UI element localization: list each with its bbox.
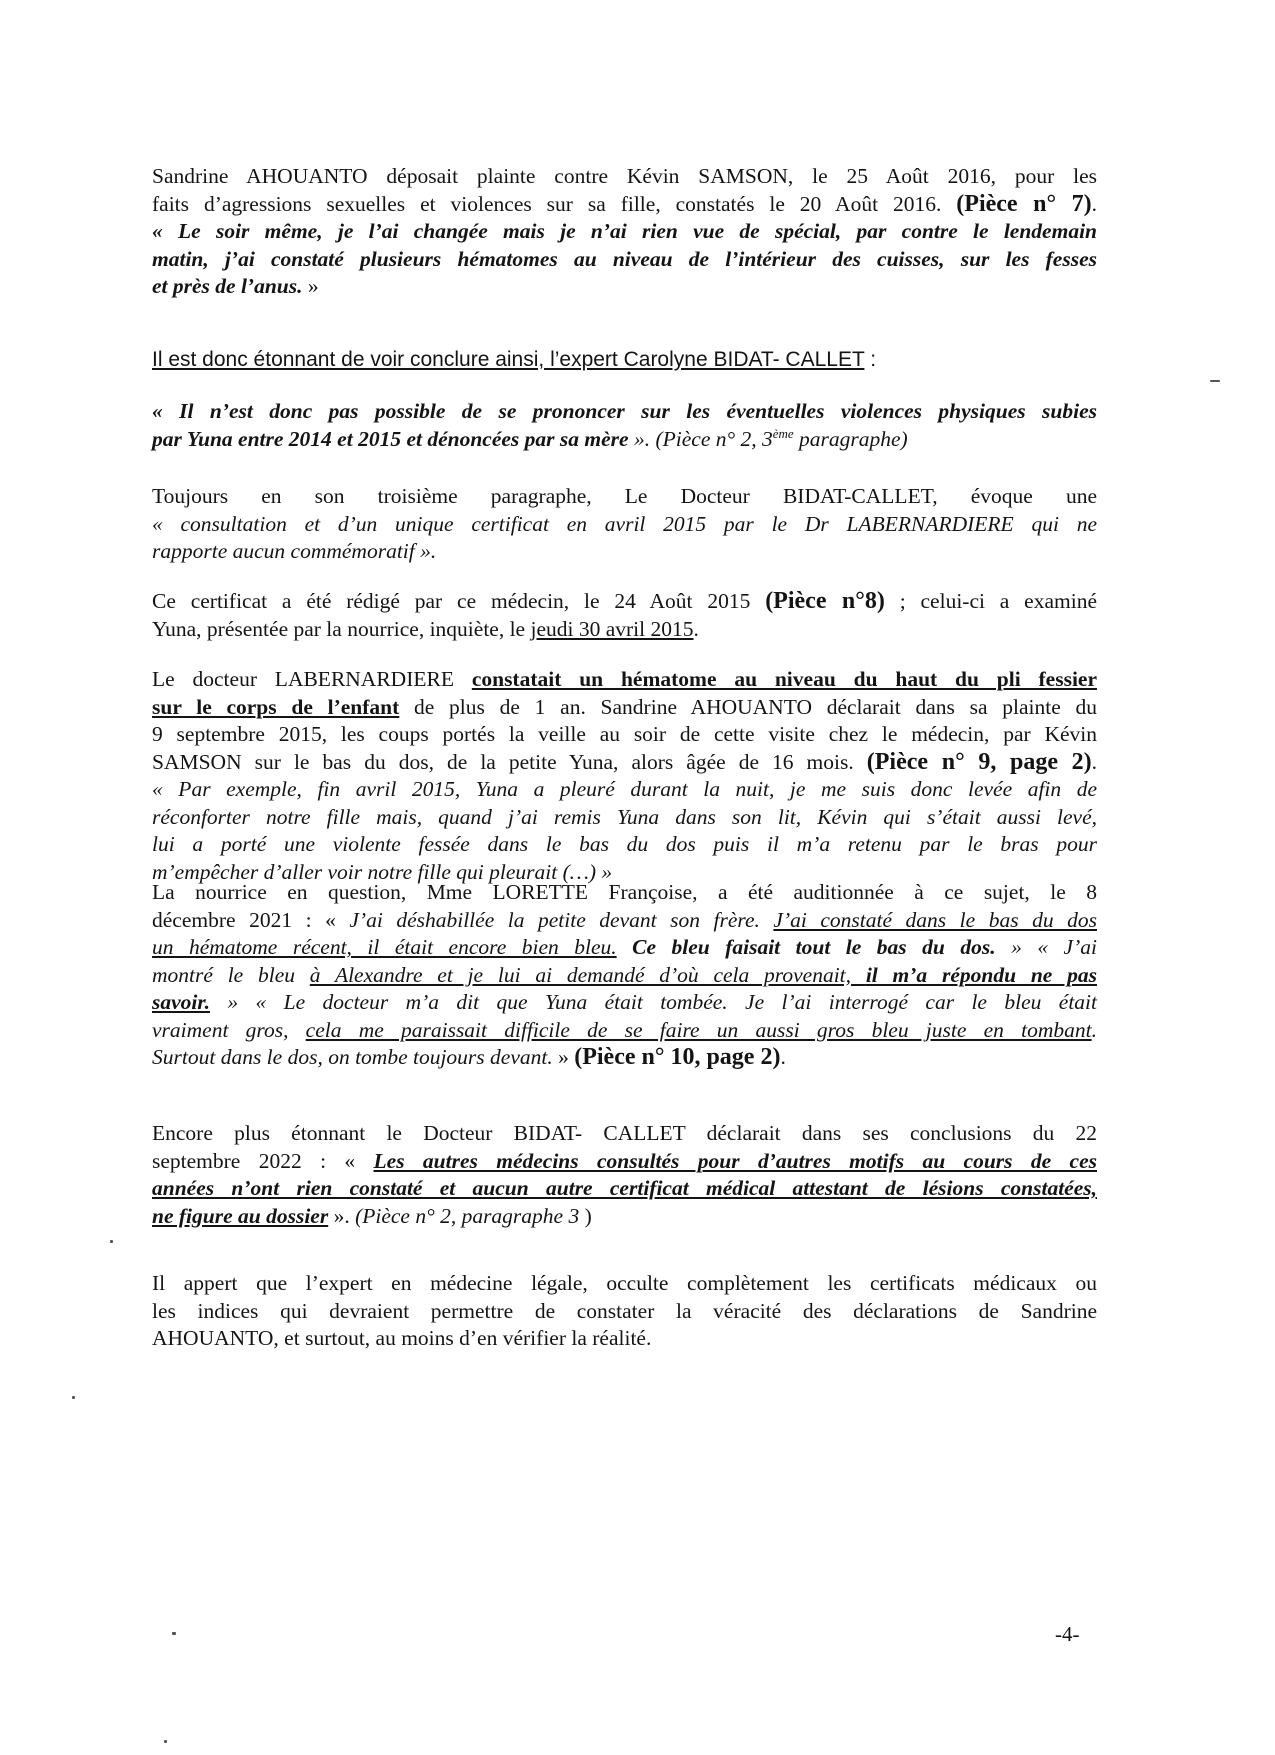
quote-line: ne figure au dossier ». (Pièce n° 2, paragraphe 3 ) [152, 1203, 592, 1228]
quote-line: Surtout dans le dos, on tombe toujours devant. » (Pièce n° 10, page 2). [152, 1044, 786, 1070]
text-line: septembre 2022 : « Les autres médecins consultés pour d’autres motifs au cours de ces [152, 1148, 1098, 1173]
quote-line: par Yuna entre 2014 et 2015 et dénoncées par sa mère ». (Pièce n° 2, 3ème paragraphe) [152, 425, 908, 451]
text-line: 9 septembre 2015, les coups portés la veille au soir de cette visite chez le médecin, par Kévin [152, 722, 1097, 746]
scan-speck [164, 1740, 167, 1743]
quote-line: m’empêcher d’aller voir notre fille qui pleurait (…) » [152, 859, 613, 884]
text-line: Le docteur LABERNARDIERE constatait un hématome au niveau du haut du pli fessier [152, 667, 1097, 691]
exhibit-reference: (Pièce n° 10, page 2) [574, 1044, 781, 1070]
quote-line: « Il n’est donc pas possible de se prononcer sur les éventuelles violences physiques subies [152, 399, 1097, 423]
text-line: rapporte aucun commémoratif ». [152, 539, 437, 563]
page-number: -4- [1055, 1622, 1080, 1646]
quote-line: « Le soir même, je l’ai changée mais je n’ai rien vue de spécial, par contre le lendemain [152, 219, 1097, 243]
text-line: Ce certificat a été rédigé par ce médecin, le 24 Août 2015 (Pièce n°8) ; celui-ci a examiné [152, 588, 1098, 614]
paragraph-certificate [152, 588, 1097, 643]
quote-line: réconforter notre fille mais, quand j’ai remis Yuna dans son lit, Kévin qui s’était aussi levé, [152, 804, 1097, 829]
paragraph-complaint-2016 [152, 163, 1097, 301]
text-line: Il appert que l’expert en médecine légale, occulte complètement les certificats médicaux ou [152, 1271, 1097, 1295]
paragraph-third-paragraph [152, 483, 1097, 566]
scan-speck [1210, 380, 1220, 382]
paragraph-conclusions-2022 [152, 1120, 1097, 1230]
quote-line: « Par exemple, fin avril 2015, Yuna a pleuré durant la nuit, je me suis donc levée afin de [152, 777, 1097, 801]
text-line: Sandrine AHOUANTO déposait plainte contre Kévin SAMSON, le 25 Août 2016, pour les [152, 164, 1097, 188]
scan-speck [72, 1396, 75, 1399]
text-line: faits d’agressions sexuelles et violences sur sa fille, constatés le 20 Août 2016. (Pièce n° 7). [152, 190, 1097, 217]
text-line: SAMSON sur le bas du dos, de la petite Yuna, alors âgée de 16 mois. (Pièce n° 9, page 2). [152, 748, 1097, 775]
text-line: Encore plus étonnant le Docteur BIDAT- CALLET déclarait dans ses conclusions du 22 [152, 1121, 1097, 1145]
quote-line: vraiment gros, cela me paraissait difficile de se faire un aussi gros bleu juste en tombant. [152, 1017, 1097, 1042]
paragraph-expert-quote [152, 398, 1097, 453]
exhibit-reference: (Pièce n°8) [765, 588, 885, 614]
text-line: décembre 2021 : « J’ai déshabillée la petite devant son frère. J’ai constaté dans le bas du dos [152, 907, 1097, 932]
text-line: sur le corps de l’enfant de plus de 1 an. Sandrine AHOUANTO déclarait dans sa plainte du [152, 694, 1097, 719]
paragraph-closing [152, 1270, 1097, 1353]
quote-line: et près de l’anus. » [152, 274, 319, 298]
quote-line: un hématome récent, il était encore bien bleu. Ce bleu faisait tout le bas du dos. » « J’ai [152, 935, 1097, 959]
paragraph-labernardiere [152, 666, 1097, 886]
text-line: AHOUANTO, et surtout, au moins d’en vérifier la réalité. [152, 1326, 652, 1350]
exhibit-reference: (Pièce n° 9, page 2) [866, 748, 1092, 775]
text-line: La nourrice en question, Mme LORETTE Françoise, a été auditionnée à ce sujet, le 8 [152, 880, 1097, 904]
text-line: les indices qui devraient permettre de constater la véracité des déclarations de Sandrine [152, 1298, 1097, 1323]
text-line: Toujours en son troisième paragraphe, Le Docteur BIDAT-CALLET, évoque une [152, 484, 1097, 508]
quote-line: matin, j’ai constaté plusieurs hématomes au niveau de l’intérieur des cuisses, sur les fesses [152, 246, 1097, 271]
quote-line: lui a porté une violente fessée dans le bas du dos puis il m’a retenu par le bras pour [152, 832, 1097, 856]
quote-line: savoir. » « Le docteur m’a dit que Yuna était tombée. Je l’ai interrogé car le bleu était [152, 990, 1097, 1014]
text-line: Yuna, présentée par la nourrice, inquiète, le jeudi 30 avril 2015. [152, 616, 699, 641]
quote-line: années n’ont rien constaté et aucun autre certificat médical attestant de lésions constatées, [152, 1176, 1097, 1200]
quote-line: montré le bleu à Alexandre et je lui ai demandé d’où cela provenait, il m’a répondu ne pas [152, 962, 1097, 987]
scan-speck [110, 1240, 113, 1243]
paragraph-expert-conclusion-intro: Il est donc étonnant de voir conclure ainsi, l’expert Carolyne BIDAT- CALLET : [152, 348, 877, 371]
exhibit-reference: (Pièce n° 7) [956, 190, 1092, 217]
text-line: « consultation et d’un unique certificat en avril 2015 par le Dr LABERNARDIERE qui ne [152, 511, 1097, 536]
paragraph-nanny-hearing [152, 879, 1097, 1072]
scan-speck [172, 1632, 176, 1635]
